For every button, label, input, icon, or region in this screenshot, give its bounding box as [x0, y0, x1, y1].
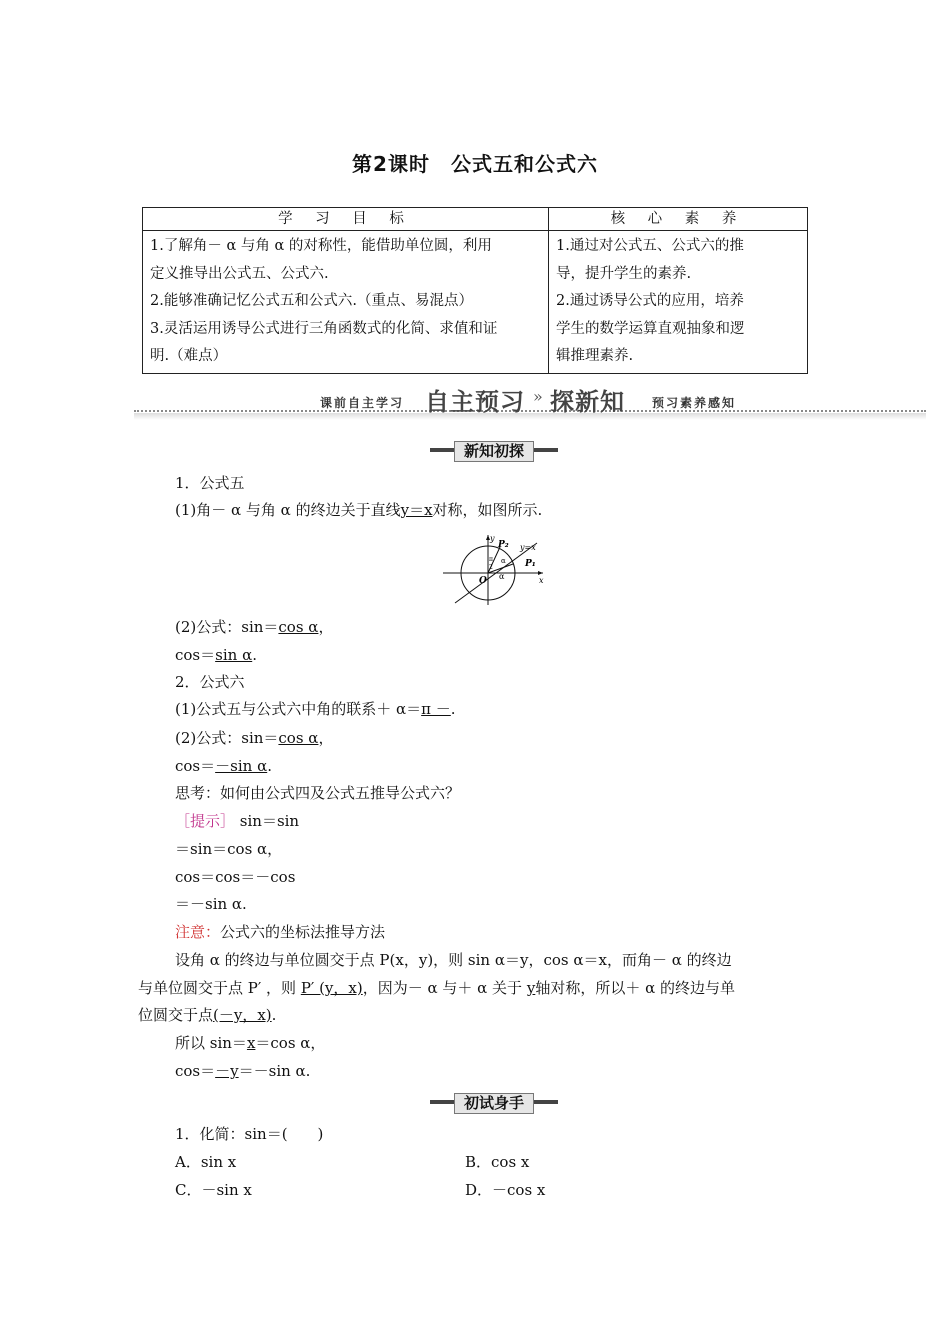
text: . [271, 1006, 277, 1024]
proof-line-3 [138, 1005, 276, 1025]
text: . [267, 757, 272, 775]
text: 位圆交于点 [138, 1006, 214, 1024]
p1-label: P₁ [525, 559, 536, 569]
preview-banner [134, 380, 926, 420]
banner-dotted-rule [134, 410, 926, 412]
hint-line-3: cos＝cos＝－cos [175, 868, 296, 886]
answer-blank: cos α [278, 618, 319, 636]
text: 对称，如图所示. [432, 501, 543, 519]
goal-line: 明.（难点） [150, 348, 228, 364]
note-label: 注意： [175, 923, 221, 941]
heading-formula-6: 2．公式六 [175, 673, 245, 691]
answer-blank: －sin α [215, 757, 268, 775]
text: sin＝sin [235, 812, 300, 830]
answer-blank: π － [421, 700, 451, 718]
arrow-icon: » [533, 387, 543, 406]
goal-line: 1.了解角－ α 与角 α 的对称性，能借助单位圆，利用 [150, 238, 492, 254]
objectives-table [142, 207, 808, 374]
text: . [450, 700, 456, 718]
answer-blank: P′ (y，x) [300, 979, 363, 997]
proof-line-1: 设角 α 的终边与单位圆交于点 P(x，y)，则 sin α＝y，cos α＝x，而角－ α 的终边 [175, 951, 732, 969]
text: (2)公式：sin＝ [175, 729, 279, 747]
text: (2)公式：sin＝ [175, 618, 279, 636]
text: ＝cos α， [255, 1034, 326, 1052]
goal-line: 3.灵活运用诱导公式进行三角函数式的化简、求值和证 [150, 320, 498, 337]
formula5-cos [175, 645, 257, 665]
literacy-line: 2.通过诱导公式的应用，培养 [556, 293, 744, 309]
section-title: 新知初探 [454, 441, 534, 462]
answer-blank: －y [215, 1062, 239, 1080]
option-b: B．cos x [465, 1153, 530, 1171]
heading-formula-5: 1．公式五 [175, 474, 245, 492]
banner-title-2: 探新知 [550, 388, 625, 416]
page-title: 第2课时 公式五和公式六 [352, 152, 598, 176]
text: 所以 sin＝ [175, 1034, 247, 1052]
option-a: A．sin x [175, 1153, 237, 1171]
formula5-line1 [175, 500, 542, 520]
section-title: 初试身手 [454, 1093, 534, 1114]
text: 轴对称，所以＋ α 的终边与单 [535, 979, 735, 997]
formula6-cos [175, 756, 272, 776]
table-head-literacy: 核 心 素 养 [549, 208, 808, 231]
x-arrow-icon [538, 571, 543, 575]
x-label: x [539, 576, 544, 585]
banner-right-label: 预习素养感知 [652, 396, 737, 410]
answer-blank: y [526, 979, 536, 997]
origin-label: O [479, 576, 487, 586]
formula6-relation [175, 699, 456, 719]
text: cos＝ [175, 646, 216, 664]
section-header-try [430, 1093, 558, 1112]
hint-line [175, 811, 299, 831]
table-head-goals: 学 习 目 标 [143, 208, 549, 231]
text: 公式六的坐标法推导方法 [220, 923, 386, 941]
literacy-line: 学生的数学运算直观抽象和逻 [556, 320, 745, 337]
text: . [252, 646, 257, 664]
banner-left-label: 课前自主学习 [320, 396, 405, 410]
formula6-sin [175, 728, 333, 748]
literacy-line: 1.通过对公式五、公式六的推 [556, 238, 744, 254]
text: ＝－sin α. [238, 1062, 311, 1080]
answer-blank: (－y，x) [213, 1006, 272, 1024]
text: cos＝ [175, 757, 216, 775]
alpha-label-upper: α [501, 557, 506, 565]
text: (1)角－ α 与角 α 的终边关于直线 [175, 501, 401, 519]
alpha-label-lower: α [499, 572, 505, 581]
y-label: y [490, 534, 495, 543]
literacy-cell [549, 231, 808, 374]
hint-line-2: ＝sin＝cos α， [175, 840, 283, 858]
banner-shadow [134, 413, 926, 420]
answer-blank: cos α [278, 729, 319, 747]
banner-title-1: 自主预习 [425, 388, 525, 416]
text: ，因为－ α 与＋ α 关于 [362, 979, 527, 997]
line-label: y=x [520, 543, 536, 552]
goal-line: 定义推导出公式五、公式六. [150, 265, 329, 282]
think-question: 思考：如何由公式四及公式五推导公式六？ [175, 784, 461, 802]
option-c: C．－sin x [175, 1181, 252, 1199]
answer-blank: sin α [215, 646, 253, 664]
note-line [175, 922, 385, 942]
text: 与单位圆交于点 P′ ，则 [138, 979, 301, 997]
p2-label: P₂ [498, 540, 509, 550]
exercise-question: 1．化简：sin＝( ) [175, 1125, 324, 1143]
goals-cell [143, 231, 549, 374]
hint-line-4: ＝－sin α. [175, 895, 247, 913]
proof-line-2 [138, 978, 735, 998]
proof-line-5 [175, 1061, 310, 1081]
unit-circle-figure [443, 533, 546, 605]
literacy-line: 导，提升学生的素养. [556, 265, 692, 282]
text: cos＝ [175, 1062, 216, 1080]
pi-label: π [489, 556, 493, 563]
hint-label: ［提示］ [175, 812, 236, 830]
proof-line-4 [175, 1033, 325, 1053]
text: (1)公式五与公式六中角的联系＋ α＝ [175, 700, 422, 718]
option-d: D．－cos x [465, 1181, 546, 1199]
literacy-line: 辑推理素养. [556, 348, 634, 364]
answer-blank: x [246, 1034, 256, 1052]
answer-blank: y＝x [400, 501, 433, 519]
goal-line: 2.能够准确记忆公式五和公式六.（重点、易混点） [150, 293, 473, 309]
two-label: 2 [489, 564, 493, 571]
text: ， [318, 729, 334, 747]
formula5-sin [175, 617, 333, 637]
section-header-new-knowledge [430, 441, 558, 460]
text: ， [318, 618, 334, 636]
